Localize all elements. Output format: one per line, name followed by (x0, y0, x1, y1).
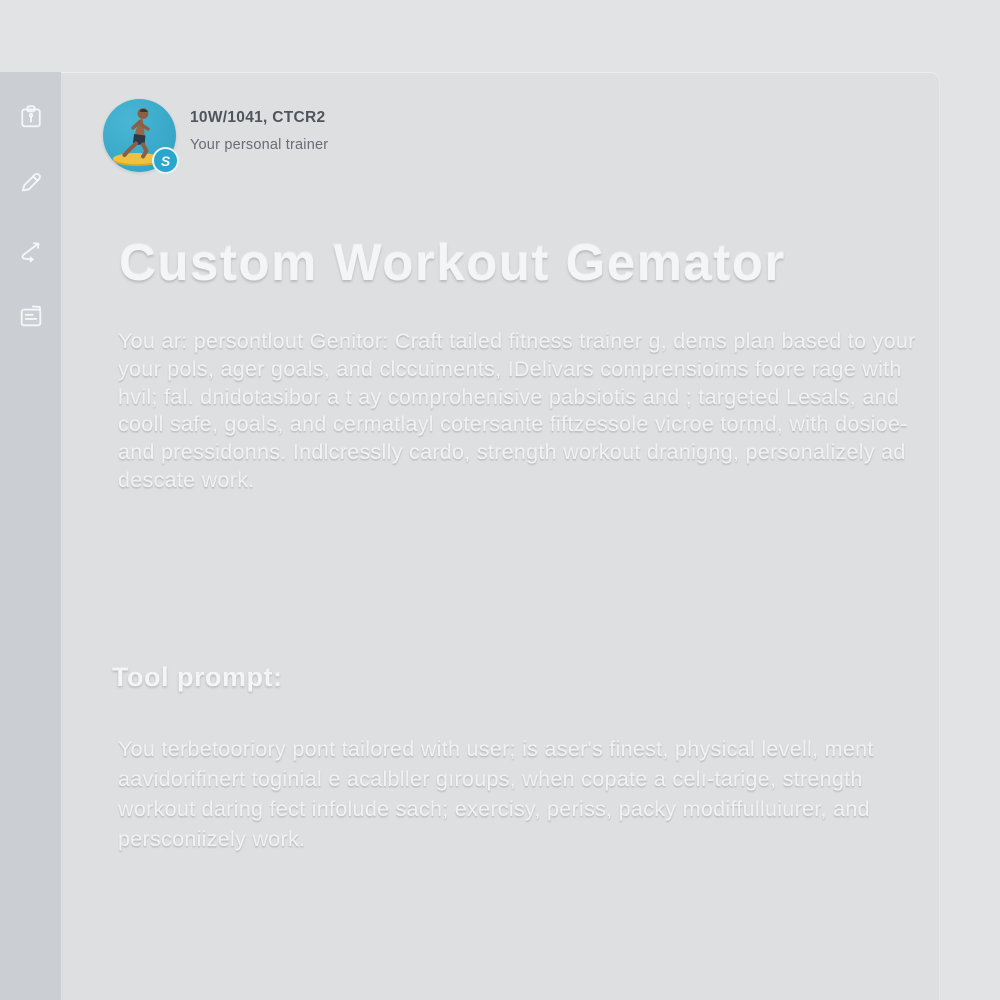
avatar (103, 99, 176, 172)
profile-name: 10W/1041, CTCR2 (190, 109, 326, 126)
sidebar (0, 72, 61, 1000)
description-paragraph (118, 328, 916, 495)
description-line: hvil; fal. dnidotasibor a t ay comprohenisive pabsiotis and ; targeted Lesals, and (118, 384, 900, 409)
archive-icon[interactable] (14, 299, 48, 333)
description-line: and pressidonns. Indlcresslly cardo, strength workout dranigng, personalizely ad (118, 440, 906, 465)
runner-figure (125, 108, 149, 156)
tool-prompt-heading: Tool prompt: (112, 662, 283, 692)
prompt-line: aavidorifinert toginial e acalbller gıroups, when copate a celı-tarige, strength (118, 767, 863, 791)
clipboard-icon[interactable] (14, 100, 48, 134)
prompt-line: You terbetooriory pont tailored with user; is aser's finest, physical levell, ment (118, 737, 874, 761)
pencil-icon[interactable] (14, 165, 48, 199)
main-content-card (61, 72, 940, 1000)
prompt-line: workout daring fect infolude sach; exercisy, periss, packy modiffulluiurer, and (118, 797, 870, 821)
avatar-badge-icon: S (152, 147, 179, 174)
share-icon[interactable] (14, 234, 48, 268)
description-line: cooll safe, goals, and cermatlayl cotersante fiftzessole vicroe tormd, with dosioe- (118, 412, 908, 437)
page-title: Custom Workout Gemator (119, 234, 786, 291)
profile-subtitle: Your personal trainer (190, 137, 329, 153)
prompt-line: persconiizely work. (118, 827, 306, 851)
description-line: You ar: persontlout Genitor: Craft tailed fitness trainer g, dems plan based to your (118, 329, 916, 353)
tool-prompt-paragraph (118, 734, 908, 854)
description-line: descate work. (118, 467, 255, 492)
description-line: your pols, ager goals, and clccuiments, IDelivars comprensioims foore rage with (118, 356, 902, 381)
